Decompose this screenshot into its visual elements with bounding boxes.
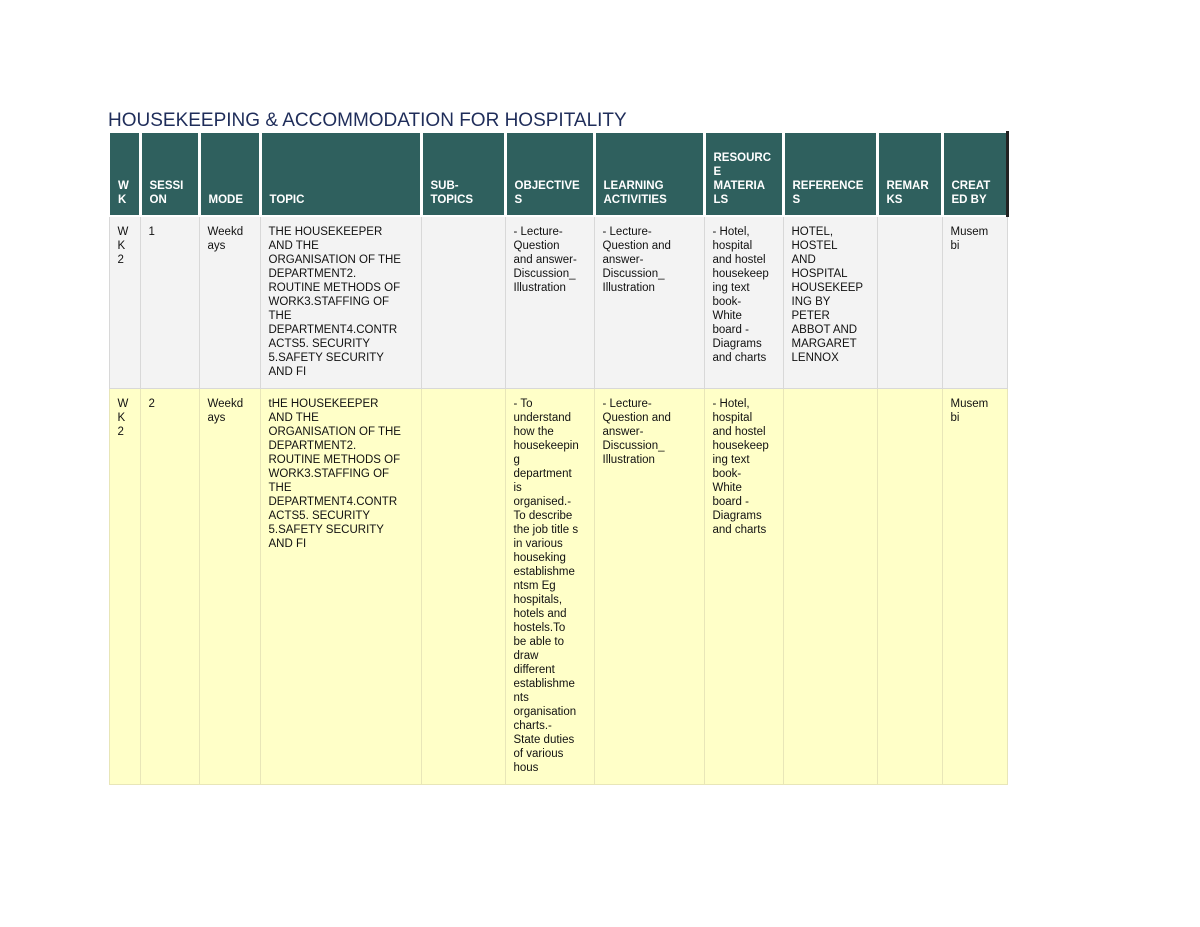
page-title: HOUSEKEEPING & ACCOMMODATION FOR HOSPITALITY [108,110,668,133]
cell-activities: - Lecture- Question and answer- Discussion_ Illustration [594,216,704,389]
cell-references [783,389,877,785]
cell-objectives: - To understand how the housekeepin g department is organised.- To describe the job title s in various houseking establishme ntsm Eg hospitals, hotels and hostels.To be able to draw different establishme nts organisation charts.- State duties of various hous [505,389,594,785]
cell-mode: Weekd ays [199,389,260,785]
cell-subtopics [421,389,505,785]
table-row [109,216,1007,389]
cell-references: HOTEL, HOSTEL AND HOSPITAL HOUSEKEEP ING BY PETER ABBOT AND MARGARET LENNOX [783,216,877,389]
header-mode: MODE [199,132,260,216]
cell-remarks [877,216,942,389]
header-session: SESSI ON [140,132,199,216]
cell-session: 2 [140,389,199,785]
header-wk: W K [109,132,140,216]
cell-topic: tHE HOUSEKEEPER AND THE ORGANISATION OF THE DEPARTMENT2. ROUTINE METHODS OF WORK3.STAFFING OF THE DEPARTMENT4.CONTR ACTS5. SECURITY 5.SAFETY SECURITY AND FI [260,389,421,785]
table-header-row [109,132,1007,216]
cell-created-by: Musem bi [942,216,1007,389]
header-objectives: OBJECTIVE S [505,132,594,216]
cell-activities: - Lecture- Question and answer- Discussion_ Illustration [594,389,704,785]
cell-resources: - Hotel, hospital and hostel housekeep ing text book- White board - Diagrams and charts [704,389,783,785]
table-row [109,389,1007,785]
cell-remarks [877,389,942,785]
header-remarks: REMAR KS [877,132,942,216]
header-subtopics: SUB- TOPICS [421,132,505,216]
cell-session: 1 [140,216,199,389]
cell-subtopics [421,216,505,389]
cell-topic: THE HOUSEKEEPER AND THE ORGANISATION OF THE DEPARTMENT2. ROUTINE METHODS OF WORK3.STAFFING OF THE DEPARTMENT4.CONTR ACTS5. SECURITY 5.SAFETY SECURITY AND FI [260,216,421,389]
header-references: REFERENCE S [783,132,877,216]
cell-created-by: Musem bi [942,389,1007,785]
cell-wk: W K 2 [109,389,140,785]
cell-wk: W K 2 [109,216,140,389]
header-activities: LEARNING ACTIVITIES [594,132,704,216]
cell-mode: Weekd ays [199,216,260,389]
schedule-table [108,131,1009,785]
header-resources: RESOURC E MATERIA LS [704,132,783,216]
cell-resources: - Hotel, hospital and hostel housekeep ing text book- White board - Diagrams and charts [704,216,783,389]
header-created-by: CREAT ED BY [942,132,1007,216]
cell-objectives: - Lecture- Question and answer- Discussion_ Illustration [505,216,594,389]
header-topic: TOPIC [260,132,421,216]
